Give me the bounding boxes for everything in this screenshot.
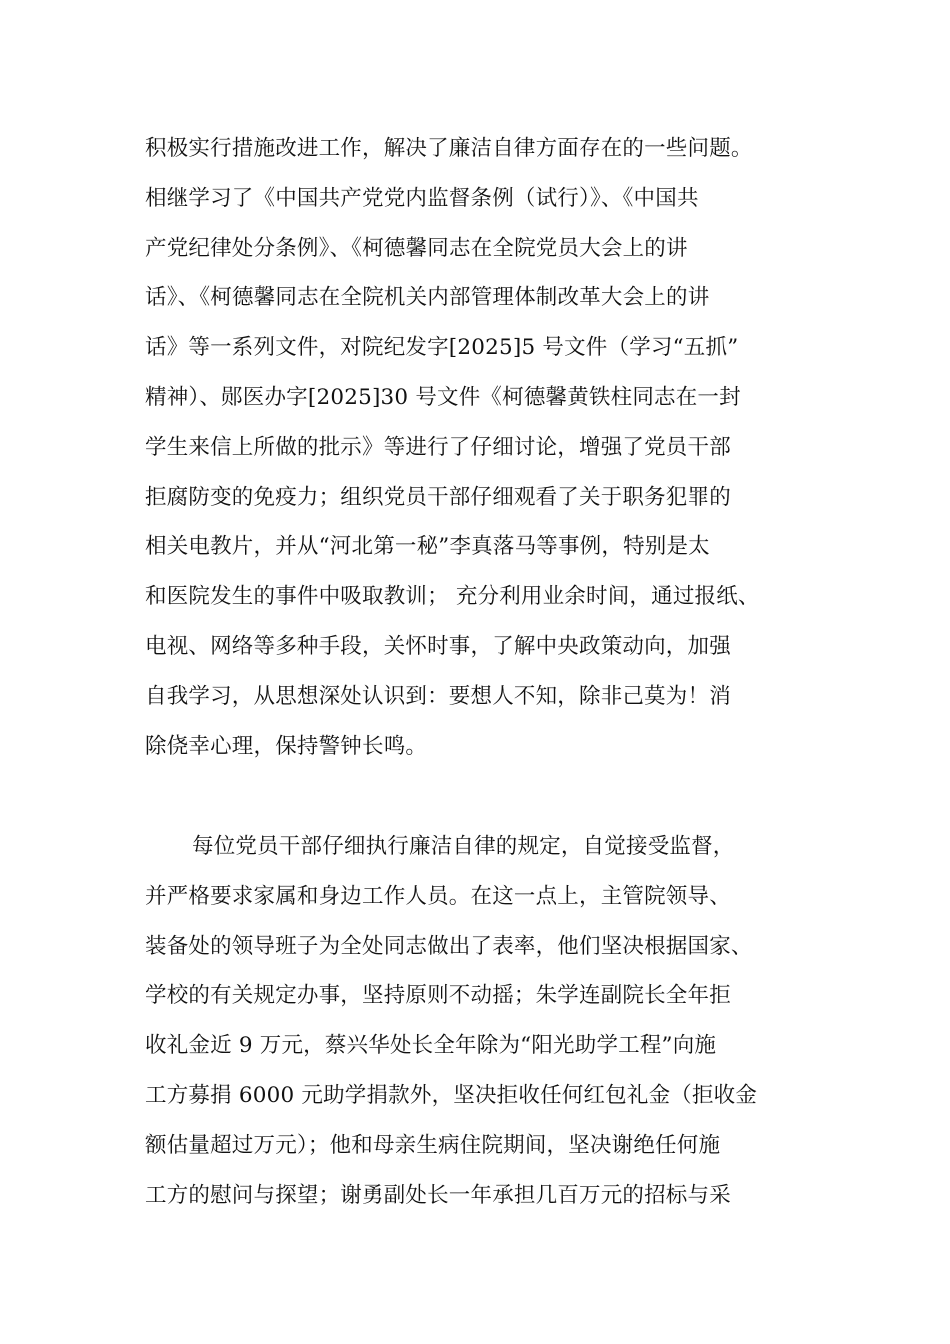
- text-line: 话》、《柯德馨同志在全院机关内部管理体制改革大会上的讲: [145, 285, 710, 311]
- text-line: 装备处的领导班子为全处同志做出了表率，他们坚决根据国家、: [145, 933, 753, 959]
- text-line: 精神）、郧医办字[2025]30 号文件《柯德馨黄铁柱同志在一封: [145, 384, 741, 410]
- text-line: 自我学习，从思想深处认识到：要想人不知，除非己莫为！消: [145, 683, 731, 709]
- text-line: 工方募捐 6000 元助学捐款外，坚决拒收任何红包礼金（拒收金: [145, 1082, 758, 1108]
- text-line: 并严格要求家属和身边工作人员。在这一点上，主管院领导、: [145, 883, 731, 909]
- text-line: 相继学习了《中国共产党党内监督条例（试行）》、《中国共: [145, 185, 699, 211]
- text-line: 除侥幸心理，保持警钟长鸣。: [145, 733, 428, 759]
- text-line: 收礼金近 9 万元，蔡兴华处长全年除为“阳光助学工程”向施: [145, 1033, 717, 1059]
- text-line: 产党纪律处分条例》、《柯德馨同志在全院党员大会上的讲: [145, 235, 688, 261]
- text-line: 学生来信上所做的批示》等进行了仔细讨论，增强了党员干部: [145, 434, 731, 460]
- text-line: 学校的有关规定办事，坚持原则不动摇；朱学连副院长全年拒: [145, 983, 731, 1009]
- text-line: 额估量超过万元）；他和母亲生病住院期间，坚决谢绝任何施: [145, 1132, 721, 1158]
- text-line: 每位党员干部仔细执行廉洁自律的规定，自觉接受监督，: [192, 834, 735, 859]
- text-line: 电视、网络等多种手段，关怀时事，了解中央政策动向，加强: [145, 633, 731, 659]
- text-line: 积极实行措施改进工作，解决了廉洁自律方面存在的一些问题。: [145, 136, 753, 161]
- text-line: 和医院发生的事件中吸取教训； 充分利用业余时间，通过报纸、: [145, 584, 760, 610]
- text-line: 工方的慰问与探望；谢勇副处长一年承担几百万元的招标与采: [145, 1182, 731, 1208]
- paragraph-1: [145, 124, 835, 771]
- paragraph-2: [145, 822, 835, 1220]
- text-line: 相关电教片，并从“河北第一秘”李真落马等事例，特别是太: [145, 534, 710, 560]
- text-line: 话》等一系列文件，对院纪发字[2025]5 号文件（学习“五抓”: [145, 335, 739, 361]
- text-line: 拒腐防变的免疫力；组织党员干部仔细观看了关于职务犯罪的: [145, 484, 731, 510]
